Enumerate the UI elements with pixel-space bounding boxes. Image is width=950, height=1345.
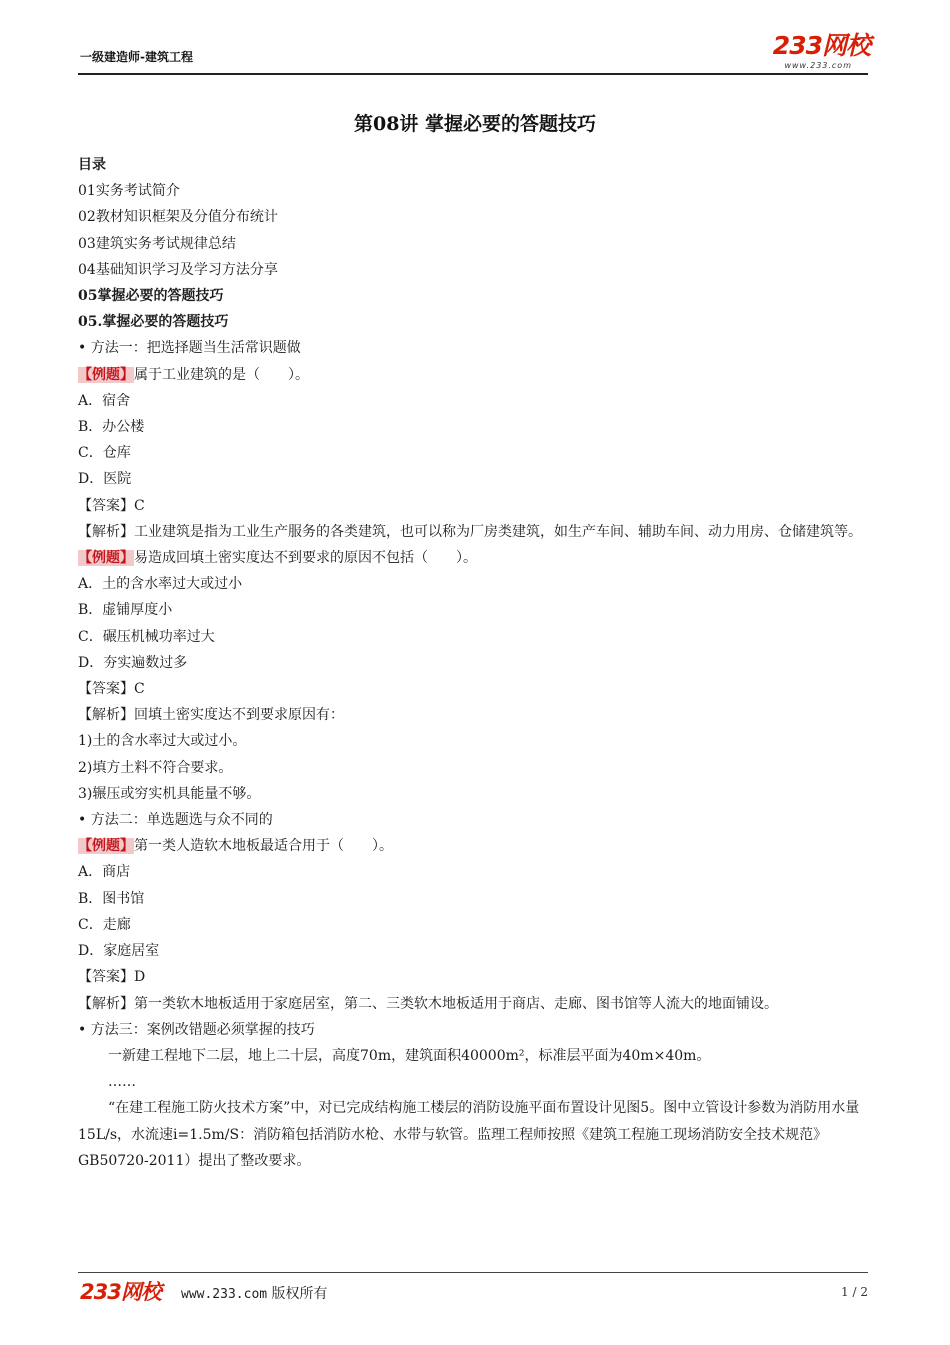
example-tag: 【例题】	[78, 550, 134, 567]
option: C．仓库	[78, 445, 131, 462]
section-heading: 05.掌握必要的答题技巧	[78, 314, 229, 331]
toc-item: 01实务考试简介	[78, 183, 180, 200]
method-three: • 方法三：案例改错题必须掌握的技巧	[78, 1021, 315, 1038]
toc-item: 04基础知识学习及学习方法分享	[78, 261, 278, 278]
page-number: 1 / 2	[841, 1285, 868, 1299]
question-stem: 第一类人造软木地板最适合用于（ ）。	[134, 838, 393, 855]
option: A．土的含水率过大或过小	[78, 576, 243, 593]
question-1	[78, 362, 873, 388]
header-breadcrumb: 一级建造师-建筑工程	[80, 50, 193, 64]
question-3	[78, 833, 873, 859]
brand-logo[interactable]	[773, 32, 870, 60]
footer-copyright	[181, 1283, 328, 1303]
question-2	[78, 545, 873, 571]
case-paragraph: 一新建工程地下二层，地上二十层，高度70m，建筑面积40000m²，标准层平面为40m×40m。	[108, 1047, 711, 1064]
toc-item: 02教材知识框架及分值分布统计	[78, 209, 278, 226]
logo-text: 网校	[120, 1280, 161, 1304]
analysis: 【解析】第一类软木地板适用于家庭居室，第二、三类软木地板适用于商店、走廊、图书馆等人流大的地面铺设。	[78, 995, 778, 1012]
answer: 【答案】D	[78, 969, 146, 986]
document-body	[78, 152, 873, 1174]
method-one: • 方法一：把选择题当生活常识题做	[78, 340, 301, 357]
option: A．商店	[78, 864, 131, 881]
logo-url: www.233.com	[784, 61, 852, 70]
toc-heading: 目录	[78, 157, 106, 173]
option: B．虚铺厚度小	[78, 602, 173, 619]
option: B．图书馆	[78, 890, 145, 907]
method-two: • 方法二：单选题选与众不同的	[78, 812, 273, 829]
footer-logo[interactable]	[80, 1280, 161, 1304]
toc-item-current: 05掌握必要的答题技巧	[78, 288, 224, 305]
option: D．医院	[78, 471, 132, 488]
analysis-point: 3)辗压或穷实机具能量不够。	[78, 785, 261, 802]
footer-divider	[78, 1272, 868, 1273]
analysis: 【解析】回填土密实度达不到要求原因有：	[78, 707, 344, 724]
analysis-point: 1)土的含水率过大或过小。	[78, 733, 247, 750]
option: B．办公楼	[78, 419, 145, 436]
example-tag: 【例题】	[78, 366, 134, 383]
answer: 【答案】C	[78, 497, 145, 514]
answer: 【答案】C	[78, 681, 145, 698]
logo-text: 网校	[821, 31, 870, 60]
option: D．夯实遍数过多	[78, 654, 188, 671]
question-stem: 易造成回填土密实度达不到要求的原因不包括（ ）。	[134, 550, 477, 567]
analysis-point: 2)填方土料不符合要求。	[78, 759, 233, 776]
question-stem: 属于工业建筑的是（ ）。	[134, 366, 309, 383]
logo-number: 233	[80, 1280, 121, 1304]
option: C．走廊	[78, 916, 131, 933]
case-ellipsis: ……	[108, 1074, 136, 1091]
case-paragraph: “在建工程施工防火技术方案”中，对已完成结构施工楼层的消防设施平面布置设计见图5。图中立管设计参数为消防用水量15L/s，水流速i=1.5m/S：消防箱包括消防水枪、水带与软管。监理工程师按照《建筑工程施工现场消防安全技术规范》GB50720-2011）提出了整改要求。	[78, 1100, 860, 1169]
footer-url[interactable]: www.233.com	[181, 1287, 268, 1302]
analysis: 【解析】工业建筑是指为工业生产服务的各类建筑，也可以称为厂房类建筑，如生产车间、辅助车间、动力用房、仓储建筑等。	[78, 523, 862, 540]
footer-rights: 版权所有	[267, 1286, 328, 1302]
example-tag: 【例题】	[78, 838, 134, 855]
option: C．碾压机械功率过大	[78, 628, 215, 645]
header-divider	[78, 73, 868, 75]
page-title: 第08讲 掌握必要的答题技巧	[353, 113, 597, 135]
option: D．家庭居室	[78, 943, 160, 960]
toc-item: 03建筑实务考试规律总结	[78, 235, 236, 252]
logo-number: 233	[772, 31, 822, 60]
option: A．宿舍	[78, 392, 131, 409]
